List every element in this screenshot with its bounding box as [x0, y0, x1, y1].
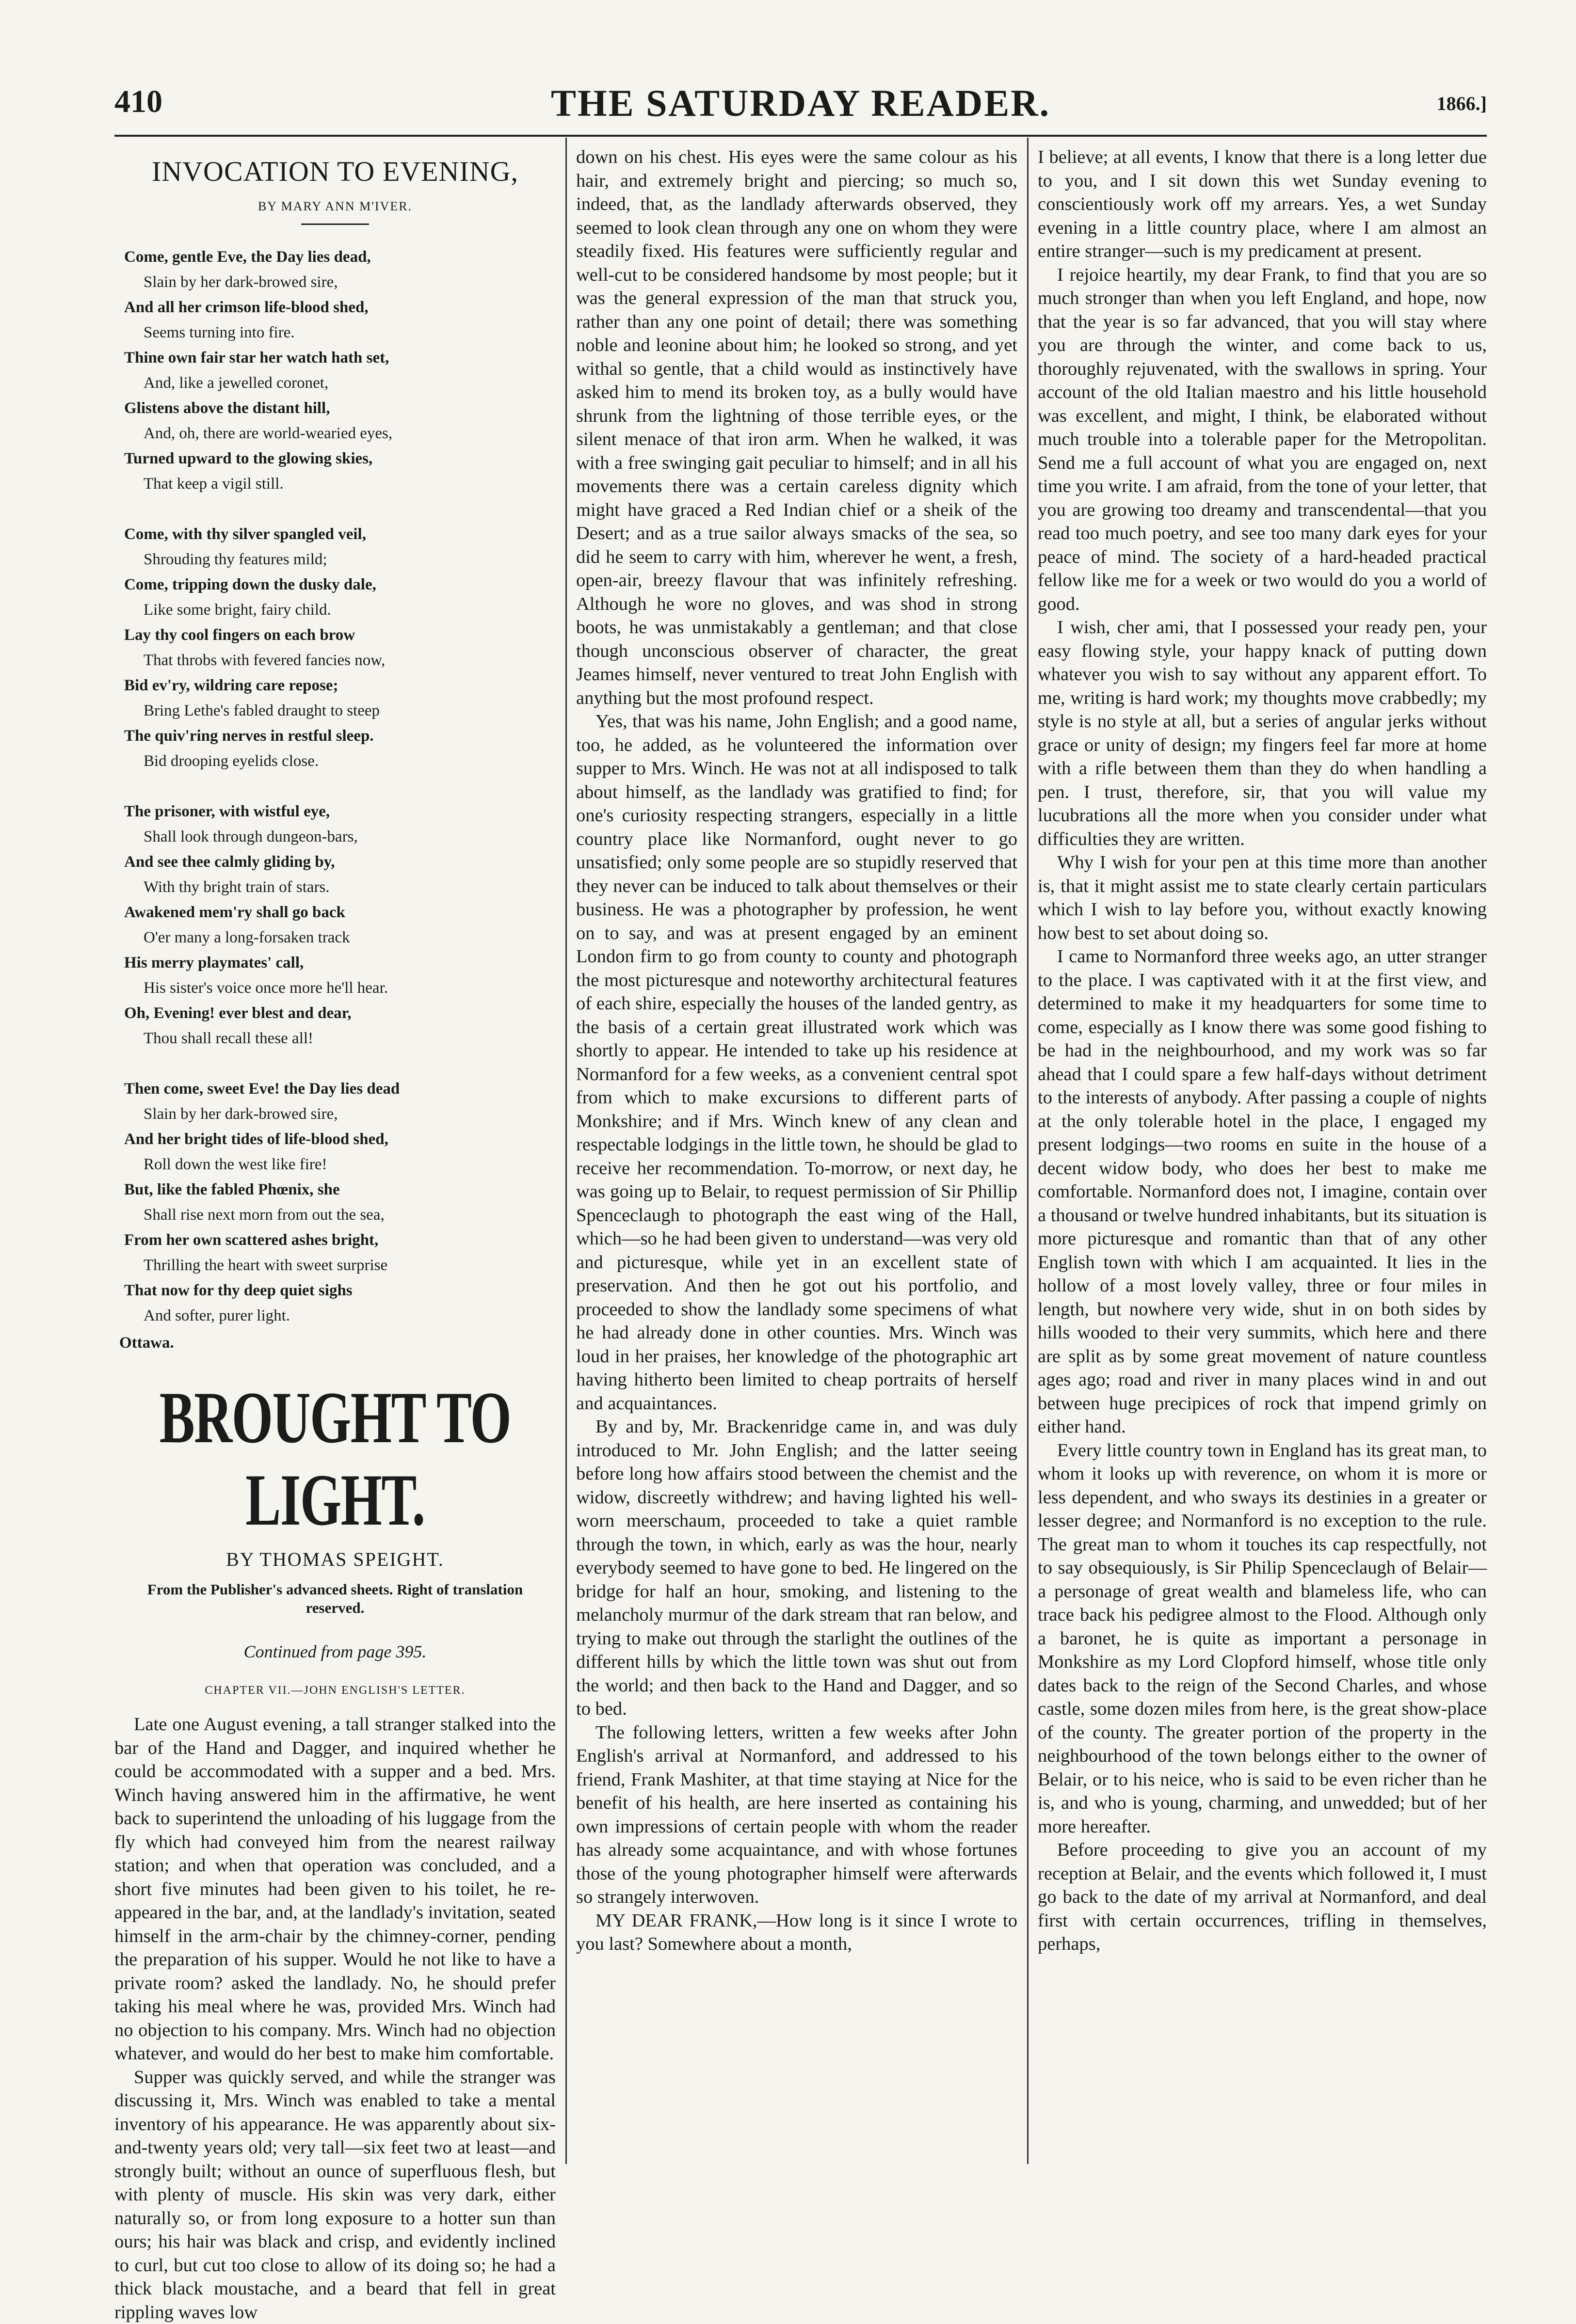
poem-line: That now for thy deep quiet sighs: [124, 1278, 556, 1303]
poem-line: O'er many a long-forsaken track: [124, 925, 556, 950]
poem-line: Then come, sweet Eve! the Day lies dead: [124, 1076, 556, 1101]
poem-line: Thine own fair star her watch hath set,: [124, 345, 556, 370]
chapter-heading: CHAPTER VII.—JOHN ENGLISH'S LETTER.: [114, 1684, 556, 1697]
poem-line: Awakened mem'ry shall go back: [124, 900, 556, 925]
paragraph: Yes, that was his name, John English; and a good name, too, he added, as he volunteered the information over supper to Mrs. Winch. He was not at all indisposed to talk about himself, as the landlady was gratified to find; for one's curiosity respecting strangers, especially in a little country place like Normanford, ought never to go unsatisfied; only some people are so stupidly reserved that they never can be induced to talk about themselves or their business. He was a photographer by profession, he went on to say, and was at present engaged by an eminent London firm to go from county to county and photograph the most picturesque and noteworthy architectural features of each shire, especially the houses of the landed gentry, as the basis of a certain great illustrated work which was shortly to appear. He intended to take up his residence at Normanford for a few weeks, as a convenient central spot from which to make excursions to different parts of Monkshire; and if Mrs. Winch knew of any clean and respectable lodgings in the little town, he should be glad to receive her recommendation. To-morrow, or next day, he was going up to Belair, to request permission of Sir Phillip Spenceclaugh to photograph the east wing of the Hall, which—so he had been given to understand—was very old and picturesque, while yet in an excellent state of preservation. And then he got out his portfolio, and proceeded to show the landlady some specimens of what he had already done in other counties. Mrs. Winch was loud in her praises, her knowledge of the photographic art having hitherto been limited to cheap portraits of herself and acquaintances.: [576, 710, 1017, 1415]
paragraph: I wish, cher ami, that I possessed your ready pen, your easy flowing style, your happy knack of putting down whatever you wish to say without any apparent effort. To me, writing is hard work; my thoughts move crabbedly; my style is no style at all, but a series of angular jerks without grace or unity of design; my fingers feel far more at home with a rifle between them than they do when handling a pen. I trust, therefore, sir, that you will value my lucubrations all the more when you consider under what difficulties they are written.: [1038, 616, 1487, 851]
poem-stanza: [124, 1076, 556, 1328]
paragraph: down on his chest. His eyes were the same colour as his hair, and extremely bright and piercing; so much so, indeed, that, as the landlady afterwards observed, they seemed to look clean through any one on whom they were steadily fixed. His features were sufficiently regular and well-cut to be considered handsome by most people; but it was the general expression of the man that struck you, rather than any one point of detail; there was something noble and leonine about him; he looked so strong, and yet withal so gentle, that a child would as instinctively have asked him to mend its broken toy, as a bully would have shrunk from the lightning of those terrible eyes, or the silent menace of that iron arm. When he walked, it was with a free swinging gait peculiar to himself; and in all his movements there was a certain careless dignity which might have graced a Red Indian chief or a sheik of the Desert; and as a true sailor always smacks of the sea, so did he seem to carry with him, wherever he went, a fresh, open-air, breezy flavour that was infinitely refreshing. Although he wore no gloves, and was shod in strong boots, he was unmistakably a gentleman; and that close though unconscious observer of character, the great Jeames himself, never ventured to treat John English with anything but the most profound respect.: [576, 145, 1017, 710]
poem-line: Come, with thy silver spangled veil,: [124, 522, 556, 547]
poem-line: That keep a vigil still.: [124, 471, 556, 496]
poem-line: His merry playmates' call,: [124, 950, 556, 975]
poem-line: And her bright tides of life-blood shed,: [124, 1127, 556, 1152]
paragraph: I came to Normanford three weeks ago, an utter stranger to the place. I was captivated with it at the first view, and determined to make it my headquarters for some time to come, especially as I know there was some good fishing to be had in the neighbourhood, and my work was so far ahead that I could spare a few half-days without detriment to the interests of anybody. After passing a couple of nights at the only tolerable hotel in the place, I engaged my present lodgings—two rooms en suite in the house of a decent widow body, who does her best to make me comfortable. Normanford does not, I imagine, contain over a thousand or twelve hundred inhabitants, but its situation is more picturesque and romantic than that of any other English town with which I am acquainted. It lies in the hollow of a most lovely valley, three or four miles in length, but nowhere very wide, shut in on both sides by hills wooded to their very summits, which here and there are split as by some great movement of nature countless ages ago; road and river in many places wind in and out between huge precipices of rock that impend grimly on either hand.: [1038, 945, 1487, 1439]
paragraph: I believe; at all events, I know that there is a long letter due to you, and I sit down this wet Sunday evening to conscientiously work off my arrears. Yes, a wet Sunday evening in a little country place, where I am almost an entire stranger—such is my predicament at present.: [1038, 145, 1487, 263]
poem-byline: BY MARY ANN M'IVER.: [114, 199, 556, 214]
poem-line: The prisoner, with wistful eye,: [124, 799, 556, 824]
continued-note: Continued from page 395.: [114, 1641, 556, 1662]
poem-line: Turned upward to the glowing skies,: [124, 446, 556, 471]
poem-line: From her own scattered ashes bright,: [124, 1227, 556, 1253]
running-title: THE SATURDAY READER.: [114, 81, 1487, 125]
poem-line: Lay thy cool fingers on each brow: [124, 622, 556, 648]
poem-stanza: [124, 244, 556, 496]
poem-place: Ottawa.: [119, 1334, 556, 1352]
header-rule: [114, 135, 1487, 137]
page-number: 410: [114, 83, 162, 120]
poem-line: Bid ev'ry, wildring care repose;: [124, 673, 556, 698]
paragraph: Supper was quickly served, and while the stranger was discussing it, Mrs. Winch was enabled to take a mental inventory of his appearance. He was apparently about six-and-twenty years old; very tall—six feet two at least—and strongly built; without an ounce of superfluous flesh, but with plenty of muscle. His skin was very dark, either naturally so, or from long exposure to a hotter sun than ours; his hair was black and crisp, and evidently inclined to curl, but cut too close to allow of its doing so; he had a thick black moustache, and a beard that fell in great rippling waves low: [114, 2066, 556, 2324]
paragraph: Before proceeding to give you an account of my reception at Belair, and the events which followed it, I must go back to the date of my arrival at Normanford, and deal first with certain occurrences, trifling in themselves, perhaps,: [1038, 1838, 1487, 1956]
poem-line: And, oh, there are world-wearied eyes,: [124, 421, 556, 446]
divider: [301, 223, 369, 225]
column-3: [1038, 145, 1487, 2167]
poem-line: The quiv'ring nerves in restful sleep.: [124, 723, 556, 748]
poem-title: INVOCATION TO EVENING,: [114, 155, 556, 188]
poem-body: [114, 244, 556, 1328]
story-title: BROUGHT TO LIGHT.: [106, 1376, 563, 1541]
poem-stanza: [124, 799, 556, 1051]
poem-line: Bid drooping eyelids close.: [124, 748, 556, 774]
poem-line: But, like the fabled Phœnix, she: [124, 1177, 556, 1202]
poem-line: Shrouding thy features mild;: [124, 547, 556, 572]
column-2: [576, 145, 1017, 2167]
poem-line: Like some bright, fairy child.: [124, 597, 556, 622]
poem-line: Seems turning into fire.: [124, 320, 556, 345]
column-rule: [1027, 138, 1029, 2164]
poem-line: Roll down the west like fire!: [124, 1152, 556, 1177]
poem-line: Thou shall recall these all!: [124, 1026, 556, 1051]
poem-line: Oh, Evening! ever blest and dear,: [124, 1001, 556, 1026]
paragraph: Every little country town in England has its great man, to whom it looks up with reverence, on whom it is more or less dependent, and who sways its destinies in a greater or lesser degree; and Normanford is no exception to the rule. The great man to whom it touches its cap respectfully, not to say obsequiously, is Sir Philip Spenceclaugh of Belair—a personage of great wealth and blameless life, who can trace back his pedigree almost to the Flood. Although only a baronet, he is quite as important a personage in Monkshire as my Lord Clopford himself, whose title only dates back to the reign of the Second Charles, and whose castle, some dozen miles from here, is the great show-place of the county. The greater portion of the property in the neighbourhood of the town belongs either to the owner of Belair, or to his neice, who is said to be even richer than he is, and who is young, charming, and unwedded; but of her more hereafter.: [1038, 1439, 1487, 1839]
column-rule: [565, 138, 567, 2164]
poem-line: And see thee calmly gliding by,: [124, 849, 556, 875]
paragraph: The following letters, written a few weeks after John English's arrival at Normanford, and addressed to his friend, Frank Mashiter, at that time staying at Nice for the benefit of his health, are here inserted as containing his own impressions of certain people with whom the reader has already some acquaintance, and with whose fortunes those of the young photographer himself were afterwards so strangely interwoven.: [576, 1721, 1017, 1909]
poem-line: Shall rise next morn from out the sea,: [124, 1202, 556, 1227]
poem-line: Shall look through dungeon-bars,: [124, 824, 556, 849]
rights-notice: From the Publisher's advanced sheets. Right of translation reserved.: [124, 1580, 546, 1617]
poem-line: Glistens above the distant hill,: [124, 396, 556, 421]
poem-line: That throbs with fevered fancies now,: [124, 648, 556, 673]
poem-line: Slain by her dark-browed sire,: [124, 1101, 556, 1127]
date-mark: 1866.]: [1437, 92, 1487, 115]
letter-salutation: MY DEAR FRANK,—How long is it since I wrote to you last? Somewhere about a month,: [576, 1909, 1017, 1956]
poem-line: And softer, purer light.: [124, 1303, 556, 1328]
poem-line: Bring Lethe's fabled draught to steep: [124, 698, 556, 723]
poem-line: Come, gentle Eve, the Day lies dead,: [124, 244, 556, 270]
paragraph: By and by, Mr. Brackenridge came in, and was duly introduced to Mr. John English; and the latter seeing before long how affairs stood between the chemist and the widow, discreetly withdrew; and having lighted his well-worn meerschaum, proceeded to take a quiet ramble through the town, in which, early as was the hour, nearly everybody seemed to have gone to bed. He lingered on the bridge for half an hour, smoking, and listening to the melancholy murmur of the dark stream that ran below, and trying to make out through the starlight the outlines of the different hills by which the little town was shut out from the world; and then back to the Hand and Dagger, and so to bed.: [576, 1415, 1017, 1721]
story-author: BY THOMAS SPEIGHT.: [114, 1548, 556, 1571]
paragraph: Late one August evening, a tall stranger stalked into the bar of the Hand and Dagger, and inquired whether he could be accommodated with a supper and a bed. Mrs. Winch having answered him in the affirmative, he went back to superintend the unloading of his luggage from the fly which had conveyed him from the nearest railway station; and when that operation was concluded, and a short five minutes had been given to his toilet, he re-appeared in the bar, and, at the landlady's invitation, seated himself in the arm-chair by the chimney-corner, pending the preparation of his supper. Would he not like to have a private room? asked the landlady. No, he should prefer taking his meal where he was, provided Mrs. Winch had no objection to his company. Mrs. Winch had no objection whatever, and would do her best to make him comfortable.: [114, 1713, 556, 2066]
paragraph: Why I wish for your pen at this time more than another is, that it might assist me to state clearly certain particulars which I wish to lay before you, without exactly knowing how best to set about doing so.: [1038, 851, 1487, 945]
poem-line: With thy bright train of stars.: [124, 875, 556, 900]
poem-line: And, like a jewelled coronet,: [124, 370, 556, 396]
paragraph: I rejoice heartily, my dear Frank, to find that you are so much stronger than when you left England, and hope, now that the year is so far advanced, that you will stay where you are through the winter, and come back to us, thoroughly rejuvenated, with the swallows in spring. Your account of the old Italian maestro and his little household was excellent, and might, I think, be elaborated without much trouble into a tolerable paper for the Metropolitan. Send me a full account of what you are engaged on, next time you write. I am afraid, from the tone of your letter, that you are growing too dreamy and transcendental—that you read too much poetry, and see too many dark eyes for your peace of mind. The society of a hard-headed practical fellow like me for a week or two would do you a world of good.: [1038, 263, 1487, 616]
poem-line: Slain by her dark-browed sire,: [124, 270, 556, 295]
poem-line: Come, tripping down the dusky dale,: [124, 572, 556, 597]
poem-line: Thrilling the heart with sweet surprise: [124, 1253, 556, 1278]
poem-stanza: [124, 522, 556, 774]
poem-line: His sister's voice once more he'll hear.: [124, 975, 556, 1001]
column-1: [114, 145, 556, 2167]
poem-line: And all her crimson life-blood shed,: [124, 295, 556, 320]
page-header: [114, 81, 1487, 135]
